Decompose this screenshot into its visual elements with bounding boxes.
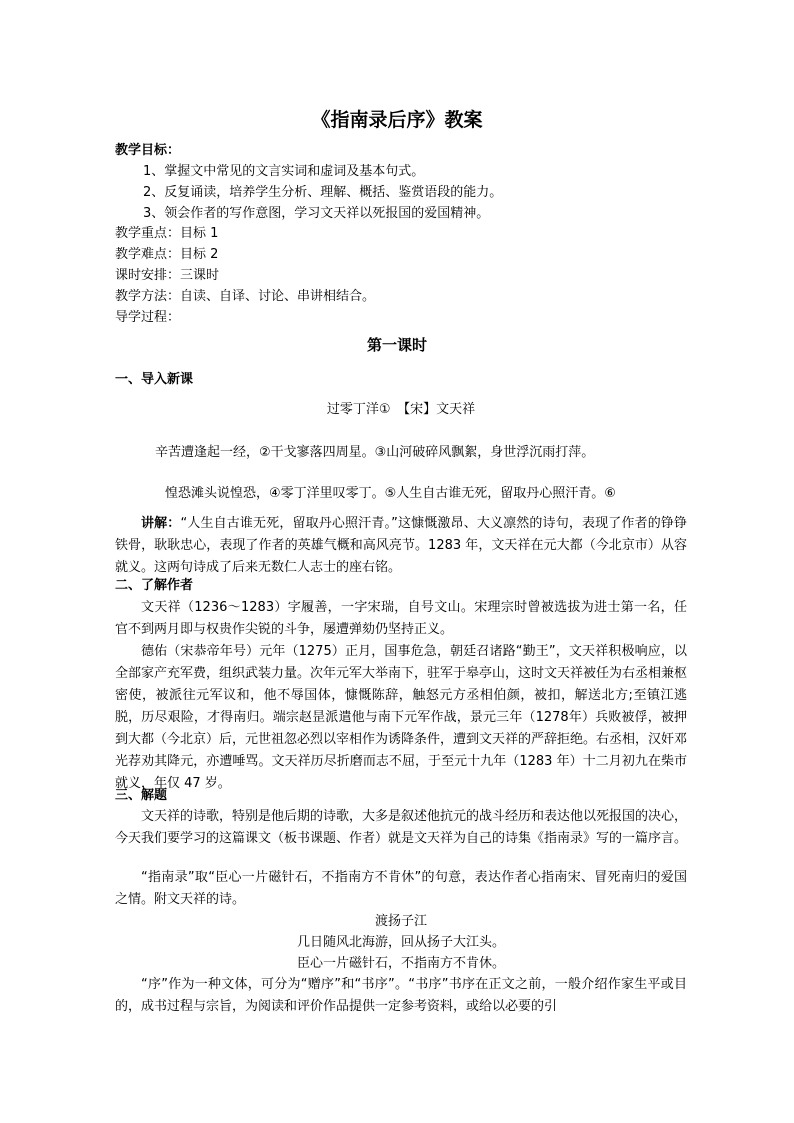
objective-item-1: 1、掌握文中常见的文言实词和虚词及基本句式。 [143, 164, 425, 179]
difficulty: 教学难点：目标 2 [115, 247, 219, 262]
document-title: 《指南录后序》教案 [311, 109, 483, 131]
author-paragraph: 文天祥（1236～1283）字履善，一字宋瑞，自号文山。宋理宗时曾被选拔为进士第一名，任官不到两月即与权贵作尖锐的斗争，屡遭弹劾仍坚持正义。 [115, 600, 687, 637]
poem-line: 臣心一片磁针石，不指南方不肯休。 [296, 956, 505, 971]
poem-line: 辛苦遭逢起一经，②干戈寥落四周星。③山河破碎风飘絮，身世浮沉雨打萍。 [155, 445, 595, 460]
guide-process: 导学过程： [115, 310, 181, 325]
teaching-method: 教学方法：自读、自译、讨论、串讲相结合。 [115, 289, 376, 304]
section-heading-title-explanation: 三、解题 [115, 788, 168, 803]
section-heading-intro: 一、导入新课 [115, 372, 194, 387]
poem-title: 过零丁洋① 【宋】文天祥 [326, 402, 476, 417]
key-point: 教学重点：目标 1 [115, 226, 219, 241]
explanation-text: “人生自古谁无死，留取丹心照汗青。”这慷慨激昂、大义凛然的诗句，表现了作者的铮铮铁骨，耿耿忠心，表现了作者的英雄气概和高风亮节。1283 年，文天祥在元大都（今北京市）从容就义。这两句诗成了后来无数仁人志士的座右铭。 [115, 516, 687, 575]
lesson-heading: 第一课时 [366, 336, 427, 354]
poem-line: 几日随风北海游，回从扬子大江头。 [296, 935, 505, 950]
poem-title: 渡扬子江 [374, 914, 427, 929]
section-heading-author: 二、了解作者 [115, 578, 194, 593]
author-paragraph: 德佑（宋恭帝年号）元年（1275）正月，国事危急，朝廷召诸路“勤王”，文天祥积极响应，以全部家产充军费，组织武装力量。次年元军大举南下，驻军于皋亭山，这时文天祥被任为右丞相兼枢密使，被派往元军议和，他不辱国体，慷慨陈辞，触怒元方丞相伯颜，被扣，解送北方;至镇江逃脱，历尽艰险，才得南归。端宗赵昰派遣他与南下元军作战，景元三年（1278年）兵败被俘，被押到大都（今北京）后，元世祖忽必烈以宰相作为诱降条件，遭到文天祥的严辞拒绝。右丞相，汉奸邓光荐劝其降元，亦遭唾骂。文天祥历尽折磨而志不屈，于至元十九年（1283 年）十二月初九在柴市就义，年仅 47 岁。 [115, 644, 688, 791]
objectives-heading: 教学目标： [115, 143, 181, 158]
explanation-label: 讲解： [141, 516, 181, 531]
objective-item-3: 3、领会作者的写作意图，学习文天祥以死报国的爱国精神。 [143, 206, 490, 221]
poem-line: 惶恐滩头说惶恐，④零丁洋里叹零丁。⑤人生自古谁无死，留取丹心照汗青。⑥ [165, 486, 616, 501]
title-explanation-paragraph: 文天祥的诗歌，特别是他后期的诗歌，大多是叙述他抗元的战斗经历和表达他以死报国的决心，今天我们要学习的这篇课文（板书课题、作者）就是文天祥为自己的诗集《指南录》写的一篇序言。 [115, 809, 688, 846]
schedule: 课时安排：三课时 [115, 268, 220, 283]
objective-item-2: 2、反复诵读，培养学生分析、理解、概括、鉴赏语段的能力。 [143, 185, 503, 200]
explanation-paragraph [115, 513, 687, 579]
title-explanation-paragraph: “指南录”取“臣心一片磁针石，不指南方不肯休”的句意，表达作者心指南宋、冒死南归的爱国之情。附文天祥的诗。 [115, 870, 687, 907]
preface-paragraph: “序”作为一种文体，可分为“赠序”和“书序”。“书序”书序在正文之前，一般介绍作家生平或目的，成书过程与宗旨，为阅读和评价作品提供一定参考资料，或给以必要的引 [115, 977, 687, 1014]
